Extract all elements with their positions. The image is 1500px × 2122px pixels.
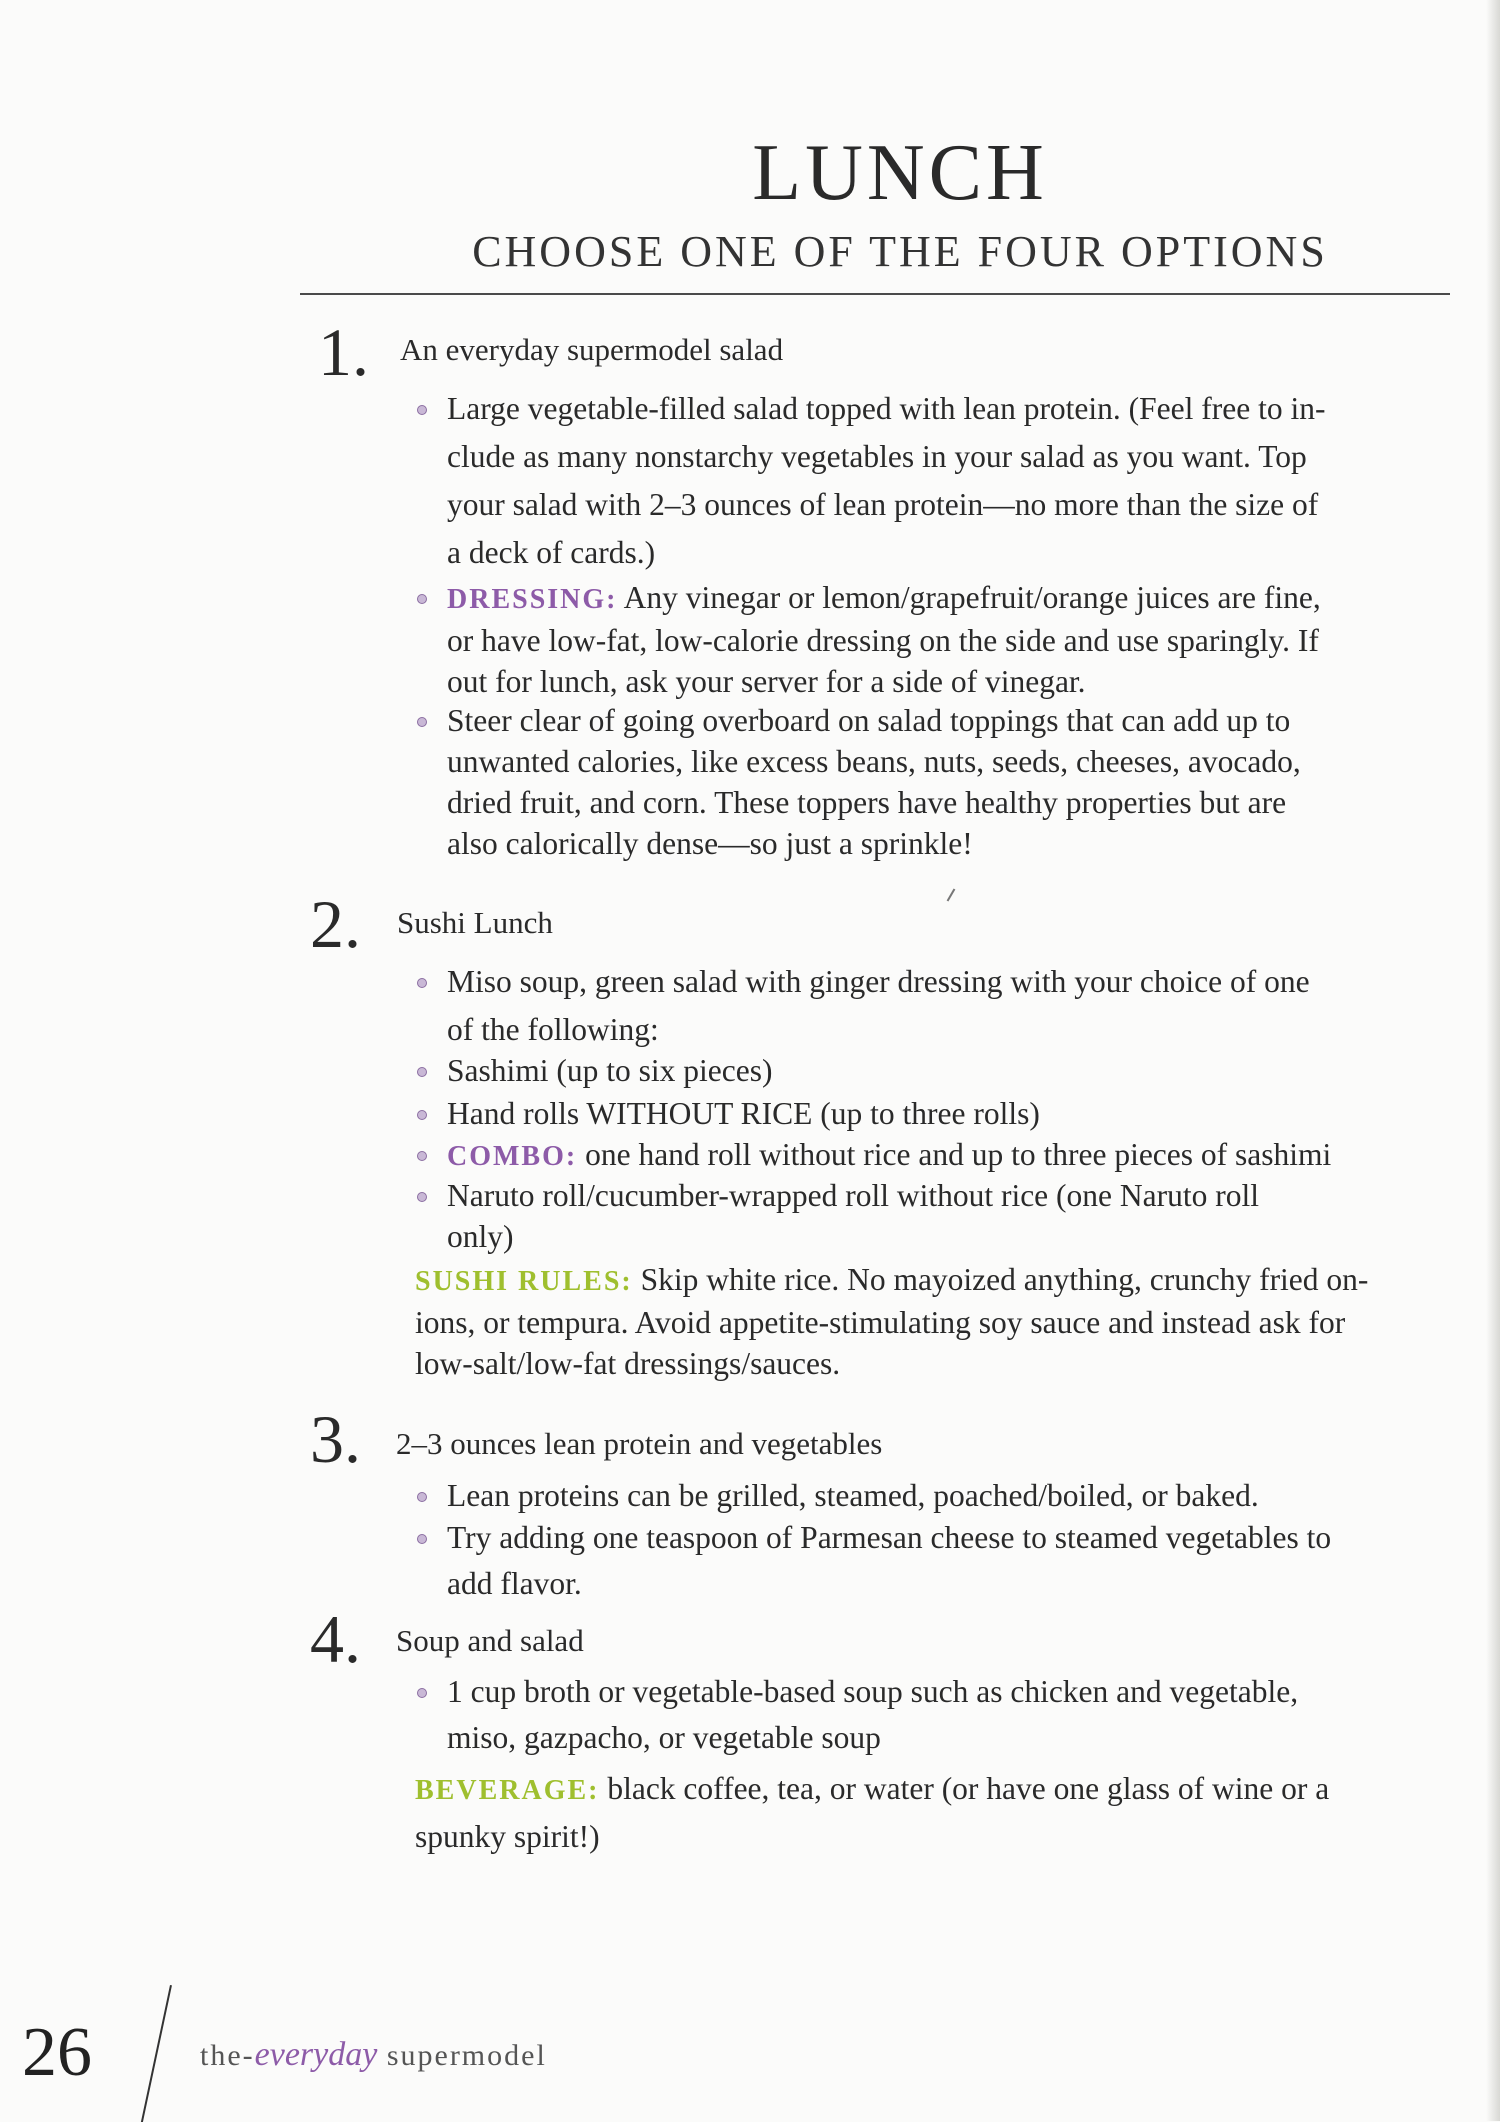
option-2-bullet-5: Naruto roll/cucumber-wrapped roll without rice (one Naruto roll only) [447, 1175, 1400, 1257]
running-footer: the-everyday supermodel [200, 2036, 547, 2073]
option-1-title: An everyday supermodel salad [400, 332, 784, 367]
page-subtitle: CHOOSE ONE OF THE FOUR OPTIONS [472, 227, 1328, 276]
option-2-bullet-1: Miso soup, green salad with ginger dressing with your choice of one of the following: [447, 958, 1400, 1054]
option-2-bullet-3: Hand rolls WITHOUT RICE (up to three rolls) [447, 1093, 1400, 1134]
bullet-icon [417, 978, 427, 988]
bullet-icon [417, 1110, 427, 1120]
combo-label: COMBO: [447, 1141, 578, 1172]
bullet-icon [417, 1688, 427, 1698]
option-2-number: 2. [310, 886, 361, 962]
option-2-title: Sushi Lunch [397, 905, 553, 940]
option-1-bullet-1: Large vegetable-filled salad topped with lean protein. (Feel free to in- clude as many nonstarchy vegetables in your salad as you want. Top your salad with 2–3 ounces of lean protein—no more than the size of a deck of cards.) [447, 385, 1400, 577]
sushi-rules-label: SUSHI RULES: [415, 1266, 633, 1297]
option-4-title: Soup and salad [396, 1623, 584, 1658]
option-2-bullet-4: COMBO: one hand roll without rice and up to three pieces of sashimi [447, 1134, 1400, 1177]
dressing-label: DRESSING: [447, 584, 618, 615]
bullet-icon [417, 405, 427, 415]
option-3-title: 2–3 ounces lean protein and vegetables [396, 1426, 883, 1461]
bullet-icon [417, 1151, 427, 1161]
title-rule [300, 293, 1450, 295]
option-4-bullet-1: 1 cup broth or vegetable-based soup such as chicken and vegetable, miso, gazpacho, or vegetable soup [447, 1669, 1400, 1761]
stray-mark [947, 888, 956, 901]
option-4-number: 4. [310, 1601, 361, 1677]
page-title: LUNCH [752, 129, 1048, 217]
sushi-rules: SUSHI RULES: Skip white rice. No mayoized anything, crunchy fried on- ions, or tempura. Avoid appetite-stimulating soy sauce and instead ask for low-salt/low-fat dressings/sauces. [415, 1262, 1369, 1381]
bullet-icon [417, 1067, 427, 1077]
option-3-number: 3. [310, 1401, 361, 1477]
footer-slash [141, 1985, 172, 2122]
bullet-icon [417, 717, 427, 727]
option-2-bullet-2: Sashimi (up to six pieces) [447, 1050, 1400, 1091]
option-1-bullet-3: Steer clear of going overboard on salad toppings that can add up to unwanted calories, like excess beans, nuts, seeds, cheeses, avocado, dried fruit, and corn. These toppers have healthy properties but are also calorically dense—so just a sprinkle! [447, 700, 1400, 864]
beverage-note: BEVERAGE: black coffee, tea, or water (or have one glass of wine or a spunky spirit!) [415, 1771, 1330, 1854]
page-spine-shadow [1486, 0, 1500, 2121]
option-3-bullet-1: Lean proteins can be grilled, steamed, poached/boiled, or baked. [447, 1475, 1400, 1516]
running-footer-script: everyday [254, 2036, 378, 2073]
option-3-bullet-2: Try adding one teaspoon of Parmesan cheese to steamed vegetables to add flavor. [447, 1515, 1400, 1607]
beverage-label: BEVERAGE: [415, 1775, 600, 1806]
bullet-icon [417, 594, 427, 604]
page-number: 26 [22, 2014, 92, 2091]
option-1-number: 1. [318, 314, 369, 390]
bullet-icon [417, 1192, 427, 1202]
option-1-bullet-2: DRESSING: Any vinegar or lemon/grapefruit/orange juices are fine, or have low-fat, low-calorie dressing on the side and use sparingly. If out for lunch, ask your server for a side of vinegar. [447, 577, 1400, 702]
bullet-icon [417, 1492, 427, 1502]
bullet-icon [417, 1534, 427, 1544]
